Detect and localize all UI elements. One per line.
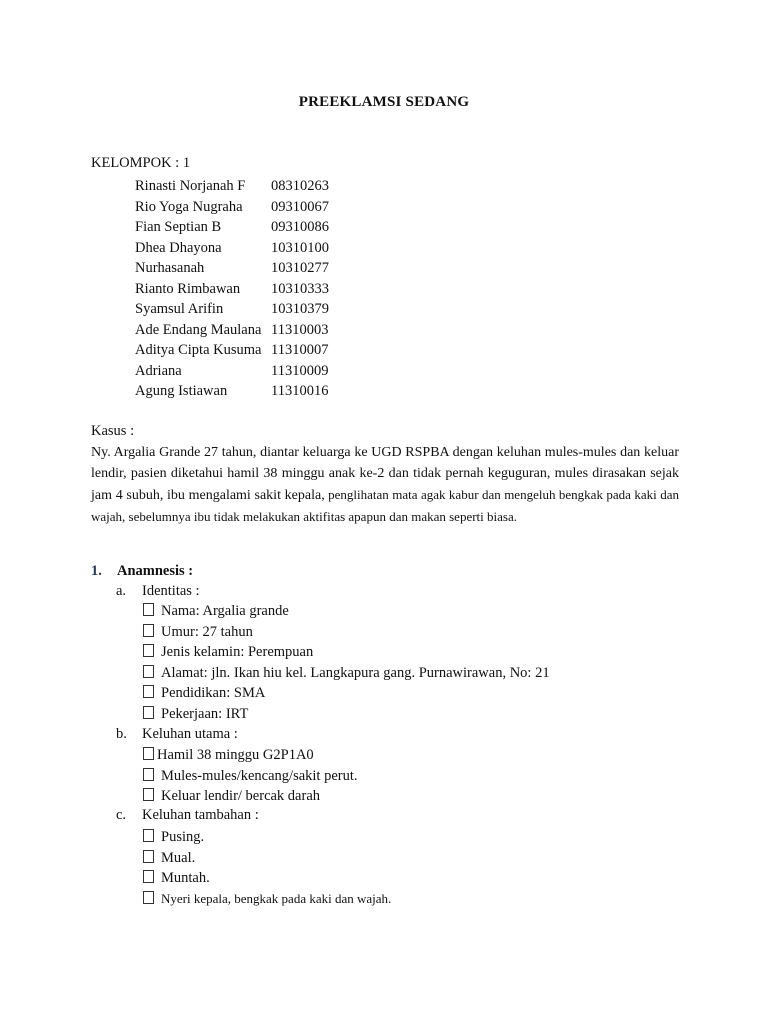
member-id: 10310379 bbox=[271, 301, 329, 317]
member-row bbox=[135, 320, 329, 341]
member-row bbox=[135, 340, 329, 361]
bullet-box-icon bbox=[143, 747, 154, 760]
member-row bbox=[135, 238, 329, 259]
member-name: Dhea Dhayona bbox=[135, 239, 222, 256]
section-number: 1. bbox=[91, 563, 102, 579]
subsection-letter: b. bbox=[116, 726, 127, 742]
list-item-text: Alamat: jln. Ikan hiu kel. Langkapura gang. Purnawirawan, No: 21 bbox=[161, 664, 550, 681]
list-item-text: Mules-mules/kencang/sakit perut. bbox=[161, 767, 358, 784]
member-name: Syamsul Arifin bbox=[135, 301, 224, 317]
list-item-text: Hamil 38 minggu G2P1A0 bbox=[157, 747, 314, 763]
list-item bbox=[143, 704, 550, 725]
subsection-title: Identitas : bbox=[142, 583, 200, 599]
member-id: 10310333 bbox=[271, 280, 329, 297]
subsection-title: Keluhan tambahan : bbox=[142, 807, 259, 823]
document-title: PREEKLAMSI SEDANG bbox=[298, 94, 470, 110]
member-name: Nurhasanah bbox=[135, 260, 205, 276]
section-title: Anamnesis : bbox=[117, 563, 194, 579]
member-name: Rianto Rimbawan bbox=[135, 280, 241, 297]
member-name: Rinasti Norjanah F bbox=[135, 178, 246, 194]
list-item-text: Muntah. bbox=[161, 870, 210, 886]
subsection-keluhan-tambahan bbox=[116, 807, 259, 824]
list-item-text: Mual. bbox=[161, 849, 196, 866]
member-id: 10310277 bbox=[271, 260, 329, 276]
list-item-text: Pusing. bbox=[161, 829, 205, 845]
member-row bbox=[135, 217, 329, 238]
list-item-text: Pendidikan: SMA bbox=[161, 685, 266, 701]
member-id: 11310009 bbox=[271, 362, 329, 379]
member-name: Fian Septian B bbox=[135, 219, 222, 235]
list-item bbox=[143, 601, 550, 622]
list-item bbox=[143, 848, 391, 869]
member-id: 11310007 bbox=[271, 342, 329, 358]
bullet-box-icon bbox=[143, 603, 154, 616]
member-row bbox=[135, 258, 329, 279]
list-item bbox=[143, 745, 358, 766]
bullet-box-icon bbox=[143, 850, 154, 863]
list-item-text: Nama: Argalia grande bbox=[161, 603, 289, 619]
member-id: 11310016 bbox=[271, 383, 329, 399]
list-item-text: Keluar lendir/ bercak darah bbox=[161, 788, 321, 804]
list-item-text: Nyeri kepala, bengkak pada kaki dan wajah. bbox=[161, 890, 392, 906]
keluhan-tambahan-list bbox=[143, 827, 391, 909]
subsection-title: Keluhan utama : bbox=[142, 726, 238, 742]
group-label: KELOMPOK : 1 bbox=[91, 155, 191, 171]
bullet-box-icon bbox=[143, 891, 154, 904]
list-item bbox=[143, 889, 391, 910]
member-row bbox=[135, 299, 329, 320]
list-item-text: Jenis kelamin: Perempuan bbox=[161, 644, 314, 660]
member-name: Ade Endang Maulana bbox=[135, 321, 262, 338]
member-id: 11310003 bbox=[271, 321, 329, 338]
list-item bbox=[143, 683, 550, 704]
case-text-part: penglihatan mata agak kabur dan mengeluh bengkak pada kaki dan wajah, sebelumnya ibu tidak melakukan aktifitas apapun dan makan seperti biasa. bbox=[91, 487, 679, 524]
list-item bbox=[143, 642, 550, 663]
list-item bbox=[143, 868, 391, 889]
list-item-text: Pekerjaan: IRT bbox=[161, 705, 249, 722]
member-id: 09310067 bbox=[271, 198, 329, 215]
member-row bbox=[135, 176, 329, 197]
identitas-list bbox=[143, 601, 550, 724]
member-row bbox=[135, 361, 329, 382]
list-item bbox=[143, 766, 358, 787]
member-name: Aditya Cipta Kusuma bbox=[135, 342, 262, 358]
member-name: Rio Yoga Nugraha bbox=[135, 198, 243, 215]
subsection-letter: a. bbox=[116, 583, 127, 599]
list-item bbox=[143, 663, 550, 684]
bullet-box-icon bbox=[143, 768, 154, 781]
case-label: Kasus : bbox=[91, 423, 135, 439]
subsection-keluhan-utama bbox=[116, 726, 238, 743]
subsection-identitas bbox=[116, 583, 200, 600]
bullet-box-icon bbox=[143, 706, 154, 719]
bullet-box-icon bbox=[143, 685, 154, 698]
bullet-box-icon bbox=[143, 624, 154, 637]
member-id: 08310263 bbox=[271, 178, 329, 194]
case-text-part: Ny. Argalia Grande 27 tahun, diantar keluarga ke UGD RSPBA dengan keluhan mules-mules dan keluar lendir, pasien diketahui hamil 38 minggu anak ke-2 dan tidak pernah keguguran, mules dirasakan sejak jam 4 subuh, ibu mengalami sakit kepala, bbox=[91, 445, 679, 503]
subsection-letter: c. bbox=[116, 807, 127, 823]
bullet-box-icon bbox=[143, 788, 154, 801]
member-list bbox=[135, 176, 329, 402]
keluhan-utama-list bbox=[143, 745, 358, 807]
member-name: Adriana bbox=[135, 362, 182, 379]
list-item-text: Umur: 27 tahun bbox=[161, 623, 253, 640]
list-item bbox=[143, 827, 391, 848]
member-id: 10310100 bbox=[271, 239, 329, 256]
section-anamnesis-heading bbox=[91, 563, 193, 580]
member-id: 09310086 bbox=[271, 219, 329, 235]
case-description bbox=[91, 442, 679, 528]
bullet-box-icon bbox=[143, 829, 154, 842]
bullet-box-icon bbox=[143, 665, 154, 678]
list-item bbox=[143, 786, 358, 807]
member-row bbox=[135, 279, 329, 300]
member-row bbox=[135, 381, 329, 402]
member-row bbox=[135, 197, 329, 218]
member-name: Agung Istiawan bbox=[135, 383, 228, 399]
list-item bbox=[143, 622, 550, 643]
bullet-box-icon bbox=[143, 644, 154, 657]
bullet-box-icon bbox=[143, 870, 154, 883]
